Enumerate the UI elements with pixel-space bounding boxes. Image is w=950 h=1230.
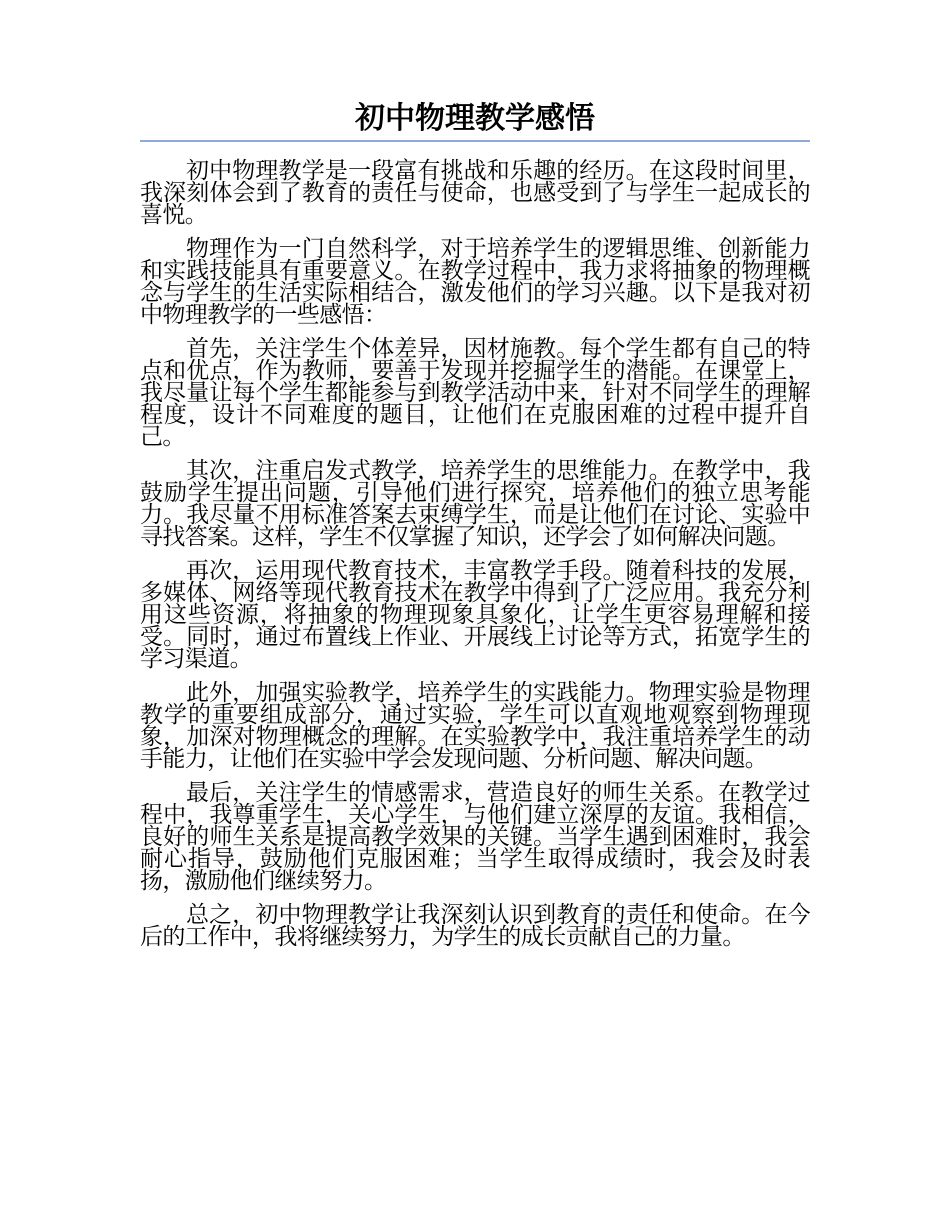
document-body (140, 160, 810, 948)
paragraph: 最后，关注学生的情感需求，营造良好的师生关系。在教学过程中，我尊重学生，关心学生，与他们建立深厚的友谊。我相信，良好的师生关系是提高教学效果的关键。当学生遇到困难时，我会耐心指导，鼓励他们克服困难；当学生取得成绩时，我会及时表扬，激励他们继续努力。 (140, 780, 810, 894)
paragraph: 再次，运用现代教育技术，丰富教学手段。随着科技的发展，多媒体、网络等现代教育技术在教学中得到了广泛应用。我充分利用这些资源，将抽象的物理现象具象化，让学生更容易理解和接受。同时，通过布置线上作业、开展线上讨论等方式，拓宽学生的学习渠道。 (140, 558, 810, 672)
paragraph: 总之，初中物理教学让我深刻认识到教育的责任和使命。在今后的工作中，我将继续努力，为学生的成长贡献自己的力量。 (140, 902, 810, 950)
document-page (140, 100, 810, 960)
paragraph: 首先，关注学生个体差异，因材施教。每个学生都有自己的特点和优点，作为教师，要善于发现并挖掘学生的潜能。在课堂上，我尽量让每个学生都能参与到教学活动中来，针对不同学生的理解程度，设计不同难度的题目，让他们在克服困难的过程中提升自己。 (140, 336, 810, 450)
paragraph: 此外，加强实验教学，培养学生的实践能力。物理实验是物理教学的重要组成部分，通过实验，学生可以直观地观察到物理现象，加深对物理概念的理解。在实验教学中，我注重培养学生的动手能力，让他们在实验中学会发现问题、分析问题、解决问题。 (140, 680, 810, 772)
paragraph: 初中物理教学是一段富有挑战和乐趣的经历。在这段时间里，我深刻体会到了教育的责任与使命，也感受到了与学生一起成长的喜悦。 (140, 158, 810, 228)
document-title: 初中物理教学感悟 (140, 100, 810, 142)
paragraph: 其次，注重启发式教学，培养学生的思维能力。在教学中，我鼓励学生提出问题，引导他们进行探究，培养他们的独立思考能力。我尽量不用标准答案去束缚学生，而是让他们在讨论、实验中寻找答案。这样，学生不仅掌握了知识，还学会了如何解决问题。 (140, 458, 810, 550)
paragraph: 物理作为一门自然科学，对于培养学生的逻辑思维、创新能力和实践技能具有重要意义。在教学过程中，我力求将抽象的物理概念与学生的生活实际相结合，激发他们的学习兴趣。以下是我对初中物理教学的一些感悟： (140, 236, 810, 328)
